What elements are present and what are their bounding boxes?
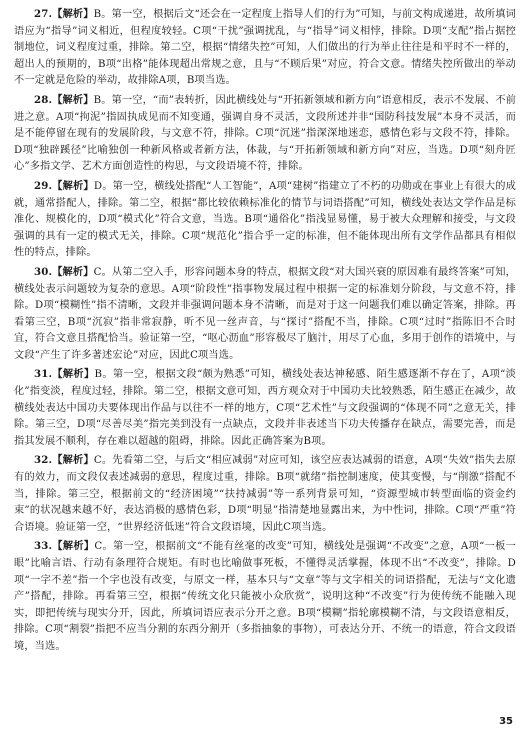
analysis-tag: 【解析】: [52, 454, 94, 467]
question-number: 33.: [34, 540, 53, 553]
analysis-tag: 【解析】: [52, 8, 94, 20]
answer-entry-28: [14, 92, 516, 176]
analysis-text: D。第一空，横线处搭配“人工智能”，A项“建树”指建立了不朽的功勋或在事业上有很大的成就，通常搭配人，排除。第二空，根据“都比较依赖标准化的情节与词语搭配”可知，横线处表达文学作品是标准化、规模化的，D项“模式化”符合文意，当选。B项“通俗化”指浅显易懂，易于被大众理解和接受，与文段强调的具有一定的模式无关，排除。C项“规范化”指合乎一定的标准，但不能体现出所有文学作品都具有相似性的特点，排除。: [14, 180, 516, 259]
question-number: 28.: [34, 93, 53, 106]
question-number: 31.: [34, 368, 53, 381]
analysis-text: C。从第二空入手，形容问题本身的特点，根据文段“对大国兴衰的原因难有最终答案”可知，横线处表示问题较为复杂的意思。A项“阶段性”指事物发展过程中根据一定的标准划分阶段，与文意不符，排除。D项“模糊性”指不清晰，文段并非强调问题本身不清晰，而是对于这一问题我们难以确定答案，排除。再看第三空，B项“沉寂”指非常寂静，听不见一丝声音，与“探讨”搭配不当，排除。C项“过时”指陈旧不合时宜，符合文意且搭配恰当。验证第一空，“呕心沥血”形容极尽了脑汁，用尽了心血，多用于创作的语境中，与文段“产生了许多著述宏论”对应，因此C项当选。: [14, 266, 516, 361]
answer-entry-31: [14, 366, 516, 450]
answer-entry-33: [14, 538, 516, 655]
analysis-text: B。第一空，根据文段“颇为熟悉”可知，横线处表达神秘感、陌生感逐渐不存在了，A项“淡化”指变淡，程度过轻，排除。第二空，根据文意可知，西方观众对于中国功夫比较熟悉，陌生感正在减少，故横线处表达中国功夫要体现出作品与以往不一样的地方，C项“艺术性”与文段强调的“体现不同”之意无关，排除。第三空，D项“尽善尽美”指完美到没有一点缺点，文段并非表述当下功夫传播存在缺点，需要完善，而是指其发展不顺利，存在难以超越的阻碍，排除。因此正确答案为B项。: [14, 369, 517, 447]
document-page: [14, 6, 516, 658]
analysis-tag: 【解析】: [52, 540, 95, 553]
answer-entry-30: [14, 264, 516, 365]
analysis-tag: 【解析】: [52, 265, 94, 278]
analysis-tag: 【解析】: [52, 93, 94, 106]
answer-entry-27: [14, 6, 516, 90]
analysis-text: B。第一空，“而”表转折，因此横线处与“开拓新领域和新方向”语意相反，表示不发展、不前进之意。A项“拘泥”指固执成见而不知变通，强调自身不灵活，文段所述并非“国防科技发展”本身不灵活，而是不能停留在现有的发展阶段，与文意不符，排除。C项“沉迷”指深深地迷恋，感情色彩与文段不符，排除。D项“独辟蹊径”比喻独创一种新风格或者新方法，体裁，与“开拓新领域和新方向”对应，当选。D项“刻舟匠心”多指文学、艺术方面创造性的构思，与文段语境不符，排除。: [14, 94, 517, 173]
analysis-tag: 【解析】: [52, 368, 95, 381]
analysis-text: C。先看第二空，与后文“相应减弱”对应可知，该空应表达减弱的语意，A项“失效”指失去原有的效力，而文段仅表述减弱的意思，程度过重，排除。B项“就绪”指控制速度，使其变慢，与“削激”搭配不当，排除。第三空，根据前文的“经济困境”“扶持减弱”等一系列背景可知，“资源型城市转型面临的资金约束”的状况越来越不好，表达消极的感情色彩，D项“明显”指清楚地显露出来，为中性词，排除。C项“严重”符合语境。验证第一空，“世界经济低迷”符合文段语境，因此C项当选。: [14, 455, 516, 533]
question-number: 27.: [34, 8, 53, 20]
analysis-text: C。第一空，根据前文“不能有丝毫的改变”可知，横线处是强调“不改变”之意，A项“一板一眼”比喻言语、行动有条理符合规矩。有时也比喻做事死板，不懂得灵活掌握，体现不出“不改变”，排除。D项“一字不差”指一个字也没有改变，与原文一样，基本只与“文章”等与文字相关的词语搭配，无法与“文化遗产”搭配，排除。再看第三空，根据“传统文化只能被小众欣赏”，说明这种“不改变”行为使传统不能融入现实，即把传统与现实分开，因此，所填词语应表示分开之意。B项“模糊”指轮廓模糊不清，与文段语意相反，排除。C项“割裂”指把不应当分割的东西分割开（多指抽象的事物），可表达分开、不统一的语意，符合文段语境，当选。: [14, 541, 516, 652]
answer-entry-32: [14, 452, 516, 536]
analysis-tag: 【解析】: [52, 179, 94, 192]
question-number: 30.: [34, 265, 53, 278]
question-number: 29.: [34, 179, 53, 192]
analysis-text: B。第一空，根据后文“还会在一定程度上指导人们的行为”可知，与前文构成递进，故所填词语应为“指导”词义相近，但程度较轻。C项“干扰”强调扰乱，与“指导”词义相悖，排除。D项“支配”指占据控制地位，词义程度过重，排除。第二空，根据“情绪失控”可知，人们做出的行为举止往往是和平时不一样的，超出人的预期的，B项“出格”能体现超出常规之意，且与“不顾后果”对应，符合文意。情绪失控所做出的举动不一定就是危险的举动，故排除A项，B项当选。: [14, 9, 516, 87]
question-number: 32.: [34, 454, 53, 467]
page-number: 35: [499, 716, 513, 727]
answer-entry-29: [14, 178, 516, 262]
